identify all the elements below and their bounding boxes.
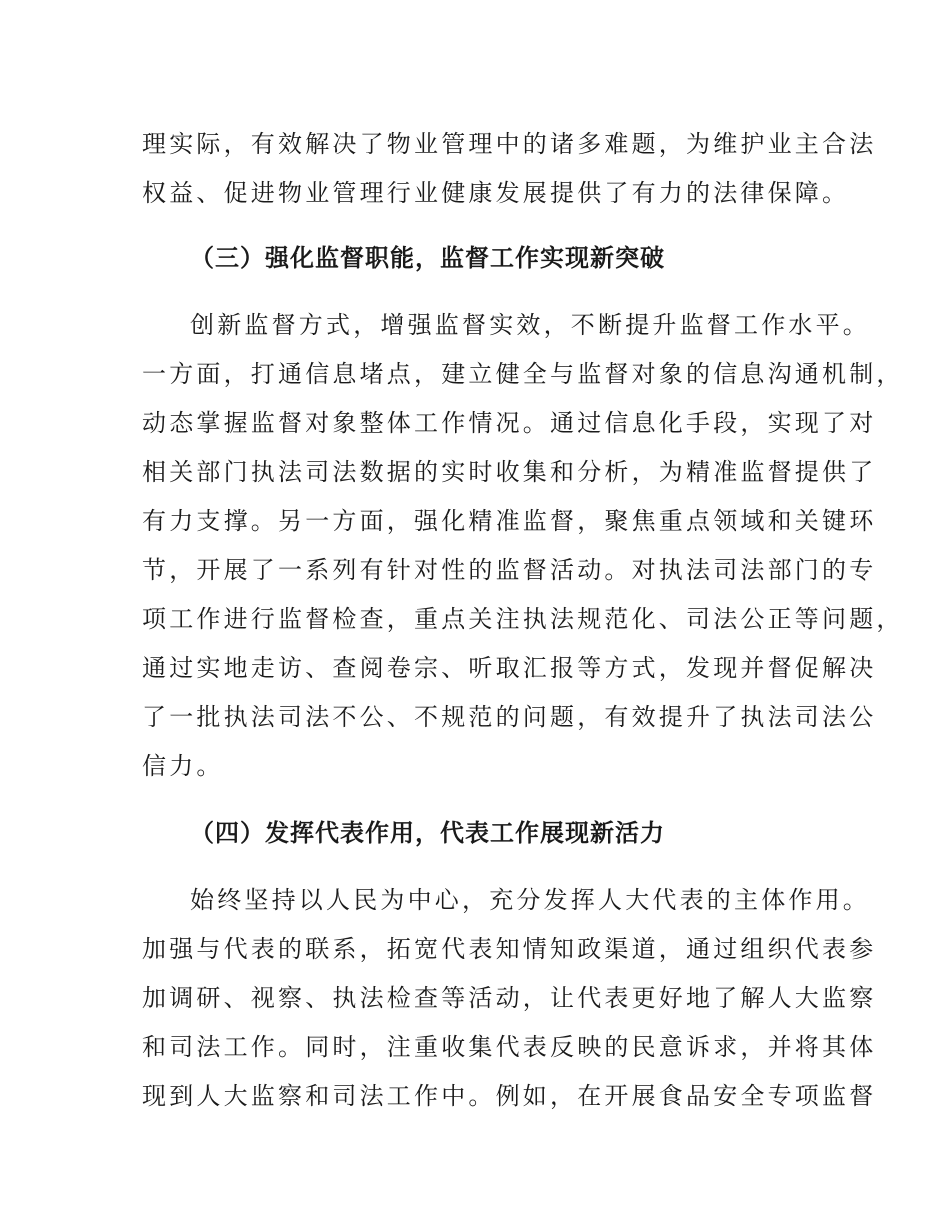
paragraph-1-line-1: 理实际，有效解决了物业管理中的诸多难题，为维护业主合法 — [142, 130, 877, 158]
paragraph-3-line-3: 加调研、视察、执法检查等活动，让代表更好地了解人大监察 — [142, 984, 877, 1012]
paragraph-3-line-2: 加强与代表的联系，拓宽代表知情知政渠道，通过组织代表参 — [142, 935, 877, 963]
section-heading-4: （四）发挥代表作用，代表工作展现新活力 — [190, 819, 665, 847]
paragraph-3-line-4: 和司法工作。同时，注重收集代表反映的民意诉求，并将其体 — [142, 1033, 877, 1061]
paragraph-2-line-3: 动态掌握监督对象整体工作情况。通过信息化手段，实现了对 — [142, 409, 877, 437]
paragraph-2-line-4: 相关部门执法司法数据的实时收集和分析，为精准监督提供了 — [142, 458, 877, 486]
paragraph-3-line-1: 始终坚持以人民为中心，充分发挥人大代表的主体作用。 — [190, 886, 870, 914]
paragraph-2-line-6: 节，开展了一系列有针对性的监督活动。对执法司法部门的专 — [142, 556, 877, 584]
paragraph-2-line-5: 有力支撑。另一方面，强化精准监督，聚焦重点领域和关键环 — [142, 507, 877, 535]
paragraph-2-line-1: 创新监督方式，增强监督实效，不断提升监督工作水平。 — [190, 311, 870, 339]
paragraph-2-line-2: 一方面，打通信息堵点，建立健全与监督对象的信息沟通机制， — [142, 360, 904, 388]
paragraph-2-line-9: 了一批执法司法不公、不规范的问题，有效提升了执法司法公 — [142, 703, 877, 731]
section-heading-3: （三）强化监督职能，监督工作实现新突破 — [190, 244, 665, 272]
paragraph-2-line-8: 通过实地走访、查阅卷宗、听取汇报等方式，发现并督促解决 — [142, 654, 877, 682]
paragraph-3-line-5: 现到人大监察和司法工作中。例如，在开展食品安全专项监督 — [142, 1082, 877, 1110]
paragraph-1-line-2: 权益、促进物业管理行业健康发展提供了有力的法律保障。 — [142, 179, 850, 207]
paragraph-2-line-10: 信力。 — [142, 752, 224, 780]
paragraph-2-line-7: 项工作进行监督检查，重点关注执法规范化、司法公正等问题， — [142, 605, 904, 633]
